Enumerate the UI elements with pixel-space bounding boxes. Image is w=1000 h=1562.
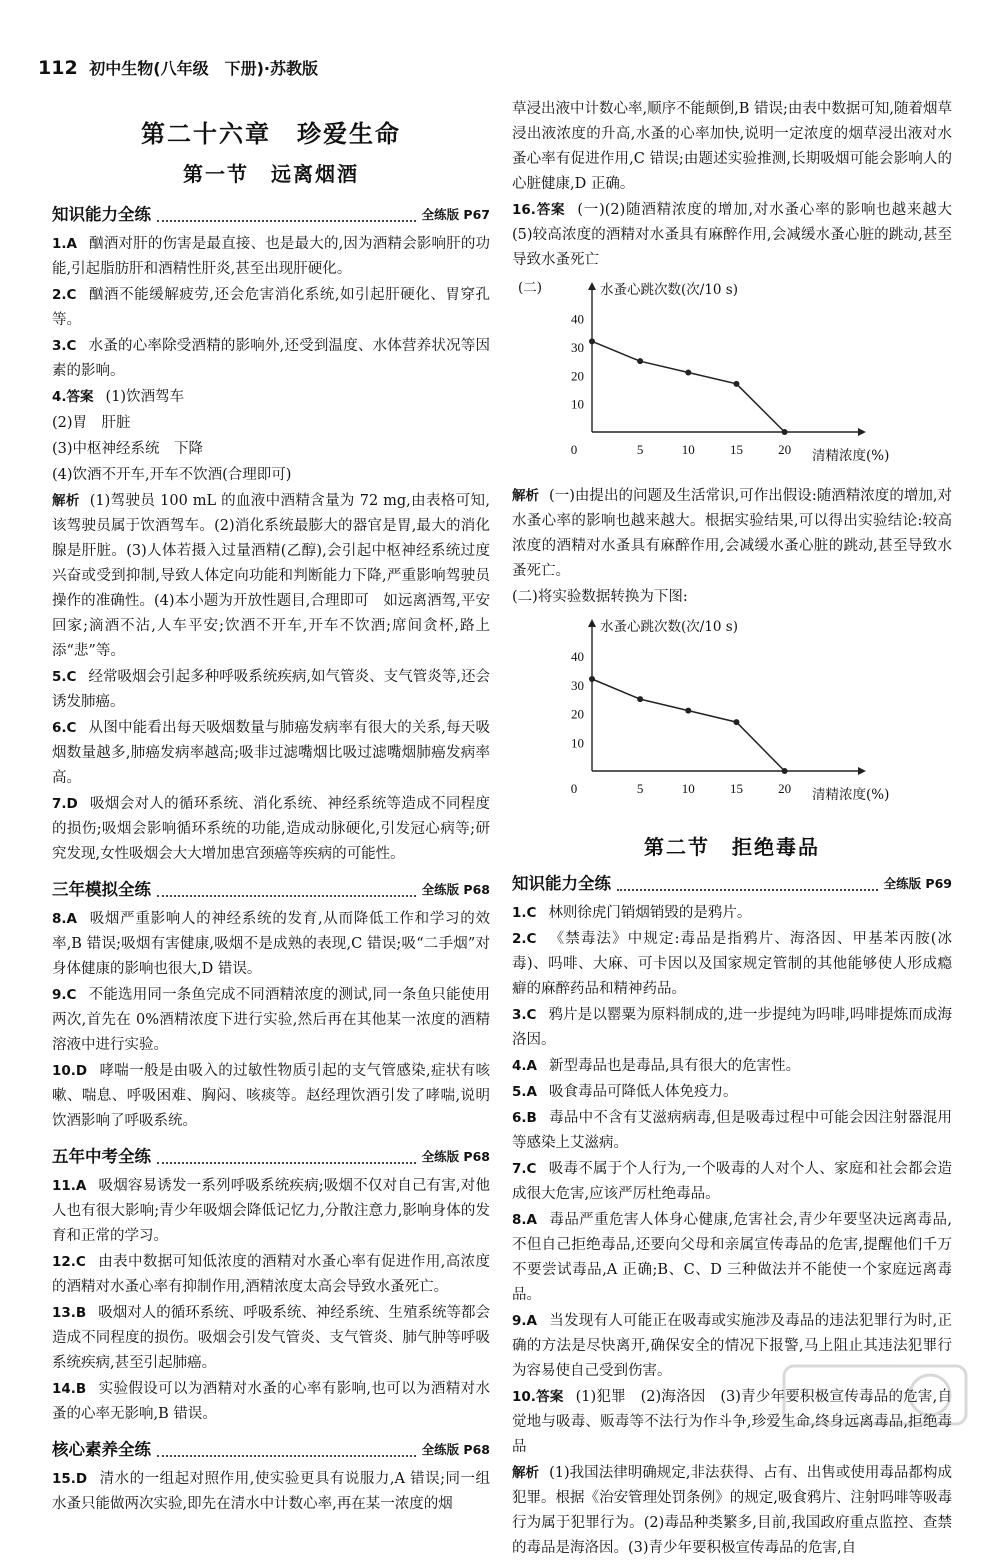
dotted-leader (157, 208, 416, 222)
answer-number: 15.D (52, 1471, 88, 1487)
answer-number: 2.C (512, 931, 537, 947)
y-axis-label: 水蚤心跳次数(次/10 s) (600, 619, 738, 635)
answer-item (512, 1208, 952, 1308)
answer-text: (4)饮酒不开车,开车不饮酒(合理即可) (52, 467, 292, 483)
answer-text: 吸烟容易诱发一系列呼吸系统疾病;吸烟不仅对自己有害,对他人也有很大影响;青少年吸烟会降低记忆力,分散注意力,影响身体的发育和正常的学习。 (52, 1178, 490, 1244)
x-tick-label: 15 (729, 442, 743, 457)
y-axis-arrow (588, 282, 596, 290)
answer-text: 林则徐虎门销烟销毁的是鸦片。 (548, 905, 752, 921)
section-name: 三年模拟全练 (52, 880, 151, 899)
section-name: 知识能力全练 (52, 205, 151, 224)
answer-number: 4.A (512, 1058, 537, 1074)
answer-text: 实验假设可以为酒精对水蚤的心率有影响,也可以为酒精对水蚤的心率无影响,B 错误。 (52, 1381, 490, 1422)
explanation (512, 1461, 952, 1561)
explanation-label: 解析 (512, 1465, 540, 1481)
answer-item (512, 1080, 952, 1105)
series-line (592, 679, 785, 771)
x-axis-label: 清精浓度(%) (812, 787, 890, 803)
x-axis-label: 清精浓度(%) (812, 448, 890, 464)
data-point (733, 381, 739, 387)
answer-number: 9.A (512, 1313, 537, 1329)
continued-text: 草浸出液中计数心率,顺序不能颠倒,B 错误;由表中数据可知,随着烟草浸出液浓度的升高,水蚤的心率加快,说明一定浓度的烟草浸出液对水蚤心率有促进作用,C 错误;由题述实验推测,长期吸烟可能会影响人的心脏健康,D 正确。 (512, 101, 952, 192)
answer-subline (52, 463, 490, 488)
answer-text: (2)胃 肝脏 (52, 415, 131, 431)
explanation (512, 484, 952, 584)
section-ref: 全练版 P69 (883, 876, 952, 891)
x-tick-label: 20 (778, 442, 792, 457)
section-bar (52, 1437, 490, 1463)
watermark-logo (780, 1360, 970, 1430)
data-point (685, 370, 691, 376)
x-axis-arrow (858, 767, 866, 775)
answer-text: 酗酒对肝的伤害是最直接、也是最大的,因为酒精会影响肝的功能,引起脂肪肝和酒精性肝炎,甚至出现肝硬化。 (52, 236, 490, 277)
answer-item (52, 1467, 490, 1517)
answer-number: 3.C (52, 338, 77, 354)
answer-subline (52, 411, 490, 436)
data-point (589, 676, 595, 682)
section-name: 知识能力全练 (512, 874, 611, 893)
chart-heartbeat-1 (512, 274, 952, 484)
answer-number: 10.D (52, 1063, 88, 1079)
section-title-1: 第一节 远离烟酒 (183, 162, 359, 186)
section-ref: 全练版 P67 (421, 207, 490, 222)
answer-item (512, 1157, 952, 1207)
answer-number: 13.B (52, 1305, 87, 1321)
right-content (512, 871, 952, 1561)
x-tick-label: 10 (681, 442, 695, 457)
data-point (685, 708, 691, 714)
data-point (782, 768, 788, 774)
x-tick-label: 0 (570, 781, 578, 796)
answer-text: 《禁毒法》中规定:毒品是指鸦片、海洛因、甲基苯丙胺(冰毒)、吗啡、大麻、可卡因以及国家规定管制的其他能够使人形成瘾癖的麻醉药品和精神药品。 (512, 931, 952, 997)
answer-text: 哮喘一般是由吸入的过敏性物质引起的支气管感染,症状有咳嗽、喘息、呼吸困难、胸闷、咳痰等。赵经理饮酒引发了哮喘,说明饮酒影响了呼吸系统。 (52, 1063, 490, 1129)
data-point (733, 719, 739, 725)
answer-item (512, 1003, 952, 1053)
answer-text: 水蚤的心率除受酒精的影响外,还受到温度、水体营养状况等因素的影响。 (52, 338, 490, 379)
y-tick-label: 30 (571, 677, 584, 693)
answer-text: 经常吸烟会引起多种呼吸系统疾病,如气管炎、支气管炎等,还会诱发肺癌。 (52, 669, 490, 710)
data-point (782, 429, 788, 435)
answer-number: 12.C (52, 1254, 86, 1270)
answer-text: 当发现有人可能正在吸毒或实施涉及毒品的违法犯罪行为时,正确的方法是尽快离开,确保安全的情况下报警,马上阻止其违法犯罪行为容易使自己受到伤害。 (512, 1313, 952, 1379)
answer-item (52, 232, 490, 282)
answer-number: 1.C (512, 905, 537, 921)
answer-text: 新型毒品也是毒品,具有很大的危害性。 (548, 1058, 801, 1074)
answer-item (52, 1059, 490, 1134)
dotted-leader (157, 1150, 416, 1164)
x-tick-label: 20 (778, 781, 792, 796)
answer-number: 14.B (52, 1381, 87, 1397)
answer-text: 吸烟会对人的循环系统、消化系统、神经系统等造成不同程度的损伤;吸烟会影响循环系统的功能,造成动脉硬化,引发冠心病等;研究发现,女性吸烟会大大增加患宫颈癌等疾病的可能性。 (52, 796, 490, 862)
convert-line (512, 585, 952, 610)
data-point (637, 696, 643, 702)
answer-item (52, 283, 490, 333)
answer-number: 11.A (52, 1178, 87, 1194)
answer-subline (52, 437, 490, 462)
answer-item (512, 901, 952, 926)
answer-text: 清水的一组起对照作用,使实验更具有说服力,A 错误;同一组水蚤只能做两次实验,即先在清水中计数心率,再在某一浓度的烟 (52, 1471, 490, 1512)
answer-text: (1)犯罪 (2)海洛因 (3)青少年要积极宣传毒品的危害,自觉地与吸毒、贩毒等不法行为作斗争,珍爱生命,终身远离毒品,拒绝毒品 (512, 1389, 952, 1455)
answer-number: 6.C (52, 720, 77, 736)
y-tick-label: 40 (571, 649, 584, 664)
answer-text: 吸食毒品可降低人体免疫力。 (548, 1084, 738, 1100)
answer-number: 7.C (512, 1161, 537, 1177)
section-ref: 全练版 P68 (421, 1442, 490, 1457)
answer-item (512, 1054, 952, 1079)
dotted-leader (157, 883, 416, 897)
answer-number: 16.答案 (512, 202, 566, 218)
section-name: 五年中考全练 (52, 1147, 151, 1166)
answer-text: 由表中数据可知低浓度的酒精对水蚤心率有促进作用,高浓度的酒精对水蚤心率有抑制作用,酒精浓度太高会导致水蚤死亡。 (52, 1254, 490, 1295)
section-title-2: 第二节 拒绝毒品 (644, 835, 820, 859)
x-tick-label: 5 (636, 781, 644, 796)
answer-text: 毒品严重危害人体身心健康,危害社会,青少年要坚决远离毒品,不但自己拒绝毒品,还要向父母和亲属宣传毒品的危害,提醒他们千万不要尝试毒品,A 正确;B、C、D 三种做法并不能使一个家庭远离毒品。 (512, 1212, 952, 1303)
section-bar (512, 871, 952, 897)
answer-number: 3.C (512, 1007, 537, 1023)
answer-item (512, 1106, 952, 1156)
answer-item (512, 198, 967, 273)
x-tick-label: 10 (681, 781, 695, 796)
answer-item (52, 334, 490, 384)
dotted-leader (617, 877, 878, 891)
line-chart (512, 274, 952, 484)
y-tick-label: 30 (571, 340, 584, 355)
answer-text: 毒品中不含有艾滋病病毒,但是吸毒过程中可能会因注射器混用等感染上艾滋病。 (512, 1110, 952, 1151)
section-name: 核心素养全练 (52, 1440, 151, 1459)
answer-text: 吸烟对人的循环系统、呼吸系统、神经系统、生殖系统等都会造成不同程度的损伤。吸烟会引发气管炎、支气管炎、肺气肿等呼吸系统疾病,甚至引起肺癌。 (52, 1305, 490, 1371)
series-line (592, 341, 785, 432)
convert-text: (二)将实验数据转换为下图: (512, 589, 688, 605)
chart-part-label: (二) (518, 280, 543, 296)
x-tick-label: 15 (729, 781, 743, 796)
answer-number: 8.A (52, 911, 77, 927)
section-bar (52, 877, 490, 903)
dotted-leader (157, 1443, 416, 1457)
chart-heartbeat-2 (512, 611, 952, 823)
chapter-title: 第二十六章 珍爱生命 (141, 120, 401, 148)
answer-text: 不能选用同一条鱼完成不同酒精浓度的测试,同一条鱼只能使用两次,首先在 0%酒精浓度下进行实验,然后再在其他某一浓度的酒精溶液中进行实验。 (52, 987, 490, 1053)
answer-item (52, 1174, 490, 1249)
data-point (589, 338, 595, 344)
answer-text: (1)饮酒驾车 (105, 389, 185, 405)
x-axis-arrow (858, 428, 866, 436)
y-tick-label: 10 (571, 396, 584, 412)
explanation-text: (一)由提出的问题及生活常识,可作出假设:随酒精浓度的增加,对水蚤心率的影响也越来越大。根据实验结果,可以得出实验结论:较高浓度的酒精对水蚤具有麻醉作用,会减缓水蚤心脏的跳动,甚至导致水蚤死亡。 (512, 488, 953, 579)
page-number: 112 (38, 57, 78, 79)
left-content (52, 202, 490, 1517)
answer-number: 6.B (512, 1110, 537, 1126)
explanation (52, 489, 490, 664)
answer-number: 2.C (52, 287, 77, 303)
answer-text: (3)中枢神经系统 下降 (52, 441, 204, 457)
y-axis-arrow (588, 619, 596, 627)
answer-number: 5.A (512, 1084, 537, 1100)
data-point (637, 358, 643, 364)
answer-text: 酗酒不能缓解疲劳,还会危害消化系统,如引起肝硬化、胃穿孔等。 (52, 287, 490, 328)
explanation-label: 解析 (512, 488, 540, 504)
page-header (38, 56, 318, 81)
answer-number: 9.C (52, 987, 77, 1003)
answer-text: (一)(2)随酒精浓度的增加,对水蚤心率的影响也越来越大 (5)较高浓度的酒精对水蚤具有麻醉作用,会减缓水蚤心脏的跳动,甚至导致水蚤死亡 (512, 202, 967, 268)
answer-item (52, 716, 490, 791)
explanation-text: (1)我国法律明确规定,非法获得、占有、出售或使用毒品都构成犯罪。根据《治安管理处罚条例》的规定,吸食鸦片、注射吗啡等吸毒行为属于犯罪行为。(2)毒品种类繁多,目前,我国政府重点监控、查禁的毒品是海洛因。(3)青少年要积极宣传毒品的危害,自 (512, 1465, 952, 1556)
section-bar (52, 1144, 490, 1170)
answer-item (52, 1250, 490, 1300)
answer-text: 吸毒不属于个人行为,一个吸毒的人对个人、家庭和社会都会造成很大危害,应该严厉杜绝毒品。 (512, 1161, 952, 1202)
y-tick-label: 20 (571, 706, 584, 722)
y-tick-label: 20 (571, 368, 584, 384)
answer-number: 1.A (52, 236, 77, 252)
explanation-text: (1)驾驶员 100 mL 的血液中酒精含量为 72 mg,由表格可知,该驾驶员属于饮酒驾车。(2)消化系统最膨大的器官是胃,最大的消化腺是肝脏。(3)人体若摄入过量酒精(乙醇),会引起中枢神经系统过度兴奋或受到抑制,导致人体定向功能和判断能力下降,严重影响驾驶员操作的准确性。(4)本小题为开放性题目,合理即可 如远离酒驾,平安回家;滴酒不沾,人车平安;饮酒不开车,开车不饮酒;席间贪杯,路上添“悲”等。 (52, 493, 491, 659)
answer-number: 7.D (52, 796, 78, 812)
y-tick-label: 40 (571, 311, 584, 327)
answer-number: 8.A (512, 1212, 537, 1228)
answer-item (52, 1301, 490, 1376)
x-tick-label: 0 (570, 442, 578, 457)
answer-item (52, 907, 490, 982)
y-axis-label: 水蚤心跳次数(次/10 s) (600, 282, 738, 298)
explanation-label: 解析 (52, 493, 80, 509)
answer-text: 从图中能看出每天吸烟数量与肺癌发病率有很大的关系,每天吸烟数量越多,肺癌发病率越高;吸非过滤嘴烟比吸过滤嘴烟肺癌发病率高。 (52, 720, 490, 786)
answer-number: 10.答案 (512, 1389, 564, 1405)
x-tick-label: 5 (636, 442, 644, 457)
answer-text (512, 97, 952, 197)
answer-text: 鸦片是以罂粟为原料制成的,进一步提纯为吗啡,吗啡提炼而成海洛因。 (512, 1007, 952, 1048)
line-chart (512, 611, 952, 823)
answer-number: 5.C (52, 669, 77, 685)
left-column (52, 100, 490, 1518)
answer-number: 4.答案 (52, 389, 94, 405)
section-ref: 全练版 P68 (421, 1149, 490, 1164)
answer-item (52, 792, 490, 867)
book-title: 初中生物(八年级 下册)·苏教版 (89, 59, 318, 78)
answer-item (52, 665, 490, 715)
answer-item (52, 385, 490, 410)
right-column (512, 97, 967, 1562)
section-ref: 全练版 P68 (421, 882, 490, 897)
answer-item (52, 983, 490, 1058)
answer-text: 吸烟严重影响人的神经系统的发育,从而降低工作和学习的效率,B 错误;吸烟有害健康,吸烟不是成熟的表现,C 错误;吸“二手烟”对身体健康的影响也很大,D 错误。 (52, 911, 490, 977)
y-tick-label: 10 (571, 735, 584, 751)
answer-item (52, 1377, 490, 1427)
section-bar (52, 202, 490, 228)
answer-item (512, 927, 952, 1002)
